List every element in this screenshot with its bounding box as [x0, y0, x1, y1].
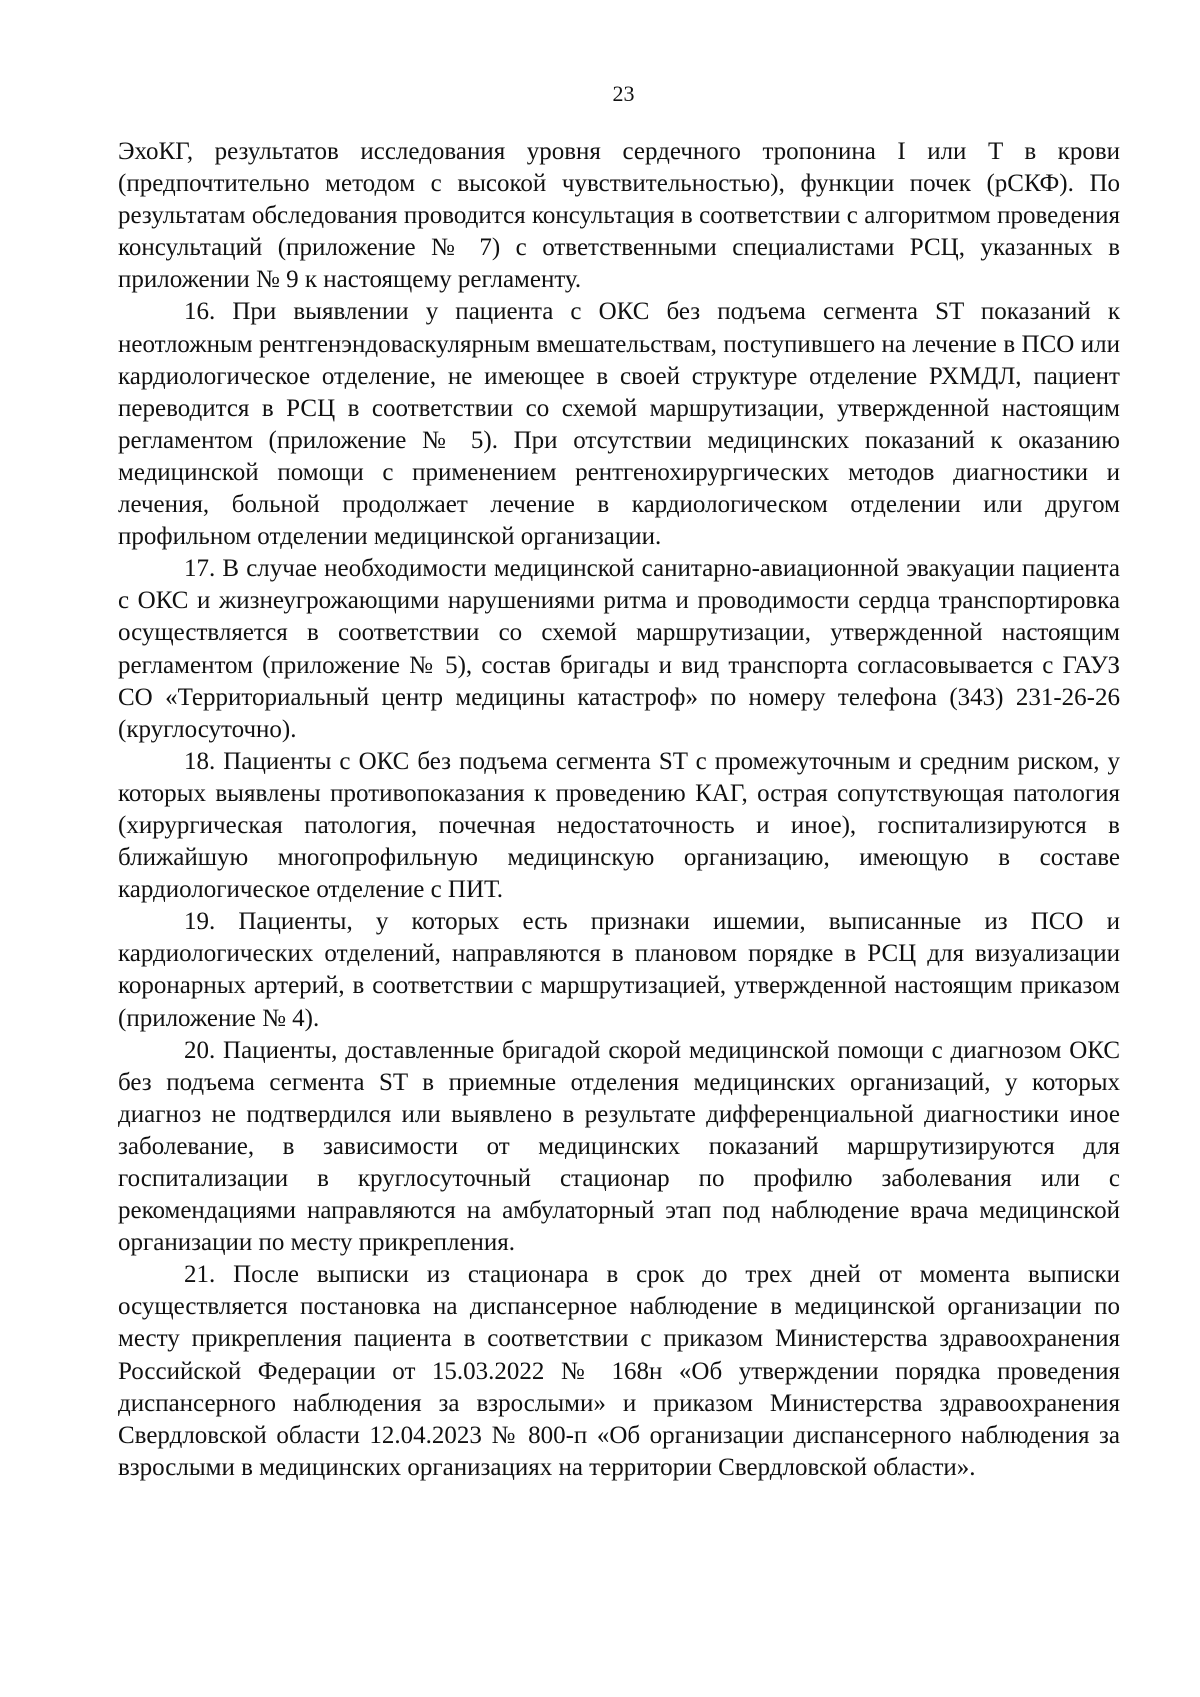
paragraph-item-19: 19. Пациенты, у которых есть признаки ишемии, выписанные из ПСО и кардиологических отделений, направляются в плановом порядке в РСЦ для визуализации коронарных артерий, в соответствии с маршрутизацией, утвержденной настоящим приказом (приложение № 4). — [118, 908, 1120, 1032]
paragraph-item-20: 20. Пациенты, доставленные бригадой скорой медицинской помощи с диагнозом ОКС без подъема сегмента ST в приемные отделения медицинских организаций, у которых диагноз не подтвердился или выявлено в результате дифференциальной диагностики иное заболевание, в зависимости от медицинских показаний маршрутизируются для госпитализации в круглосуточный стационар по профилю заболевания или с рекомендациями направляются на амбулаторный этап под наблюдение врача медицинской организации по месту прикрепления. — [118, 1036, 1120, 1257]
paragraph-item-16: 16. При выявлении у пациента с ОКС без подъема сегмента ST показаний к неотложным рентгенэндоваскулярным вмешательствам, поступившего на лечение в ПСО или кардиологическое отделение, не имеющее в своей структуре отделение РХМДЛ, пациент переводится в РСЦ в соответствии со схемой маршрутизации, утвержденной настоящим регламентом (приложение № 5). При отсутствии медицинских показаний к оказанию медицинской помощи с применением рентгенохирургических методов диагностики и лечения, больной продолжает лечение в кардиологическом отделении или другом профильном отделении медицинской организации. — [118, 298, 1120, 551]
paragraph-item-21: 21. После выписки из стационара в срок до трех дней от момента выписки осуществляется постановка на диспансерное наблюдение в медицинской организации по месту прикрепления пациента в соответствии с приказом Министерства здравоохранения Российской Федерации от 15.03.2022 № 168н «Об утверждении порядка проведения диспансерного наблюдения за взрослыми» и приказом Министерства здравоохранения Свердловской области 12.04.2023 № 800-п «Об организации диспансерного наблюдения за взрослыми в медицинских организациях на территории Свердловской области». — [118, 1261, 1120, 1481]
paragraph-item-18: 18. Пациенты с ОКС без подъема сегмента ST с промежуточным и средним риском, у которых выявлены противопоказания к проведению КАГ, острая сопутствующая патология (хирургическая патология, почечная недостаточность и иное), госпитализируются в ближайшую многопрофильную медицинскую организацию, имеющую в составе кардиологическое отделение с ПИТ. — [118, 747, 1120, 904]
paragraph-continuation: ЭхоКГ, результатов исследования уровня сердечного тропонина I или T в крови (предпочтительно методом с высокой чувствительностью), функции почек (рСКФ). По результатам обследования проводится консультация в соответствии с алгоритмом проведения консультаций (приложение № 7) с ответственными специалистами РСЦ, указанных в приложении № 9 к настоящему регламенту. — [118, 138, 1120, 294]
page-number: 23 — [612, 81, 635, 106]
paragraph-item-17: 17. В случае необходимости медицинской санитарно-авиационной эвакуации пациента с ОКС и жизнеугрожающими нарушениями ритма и проводимости сердца транспортировка осуществляется в соответствии со схемой маршрутизации, утвержденной настоящим регламентом (приложение № 5), состав бригады и вид транспорта согласовывается с ГАУЗ СО «Территориальный центр медицины катастроф» по номеру телефона (343) 231-26-26 (круглосуточно). — [118, 555, 1120, 743]
document-body — [118, 136, 1120, 1484]
